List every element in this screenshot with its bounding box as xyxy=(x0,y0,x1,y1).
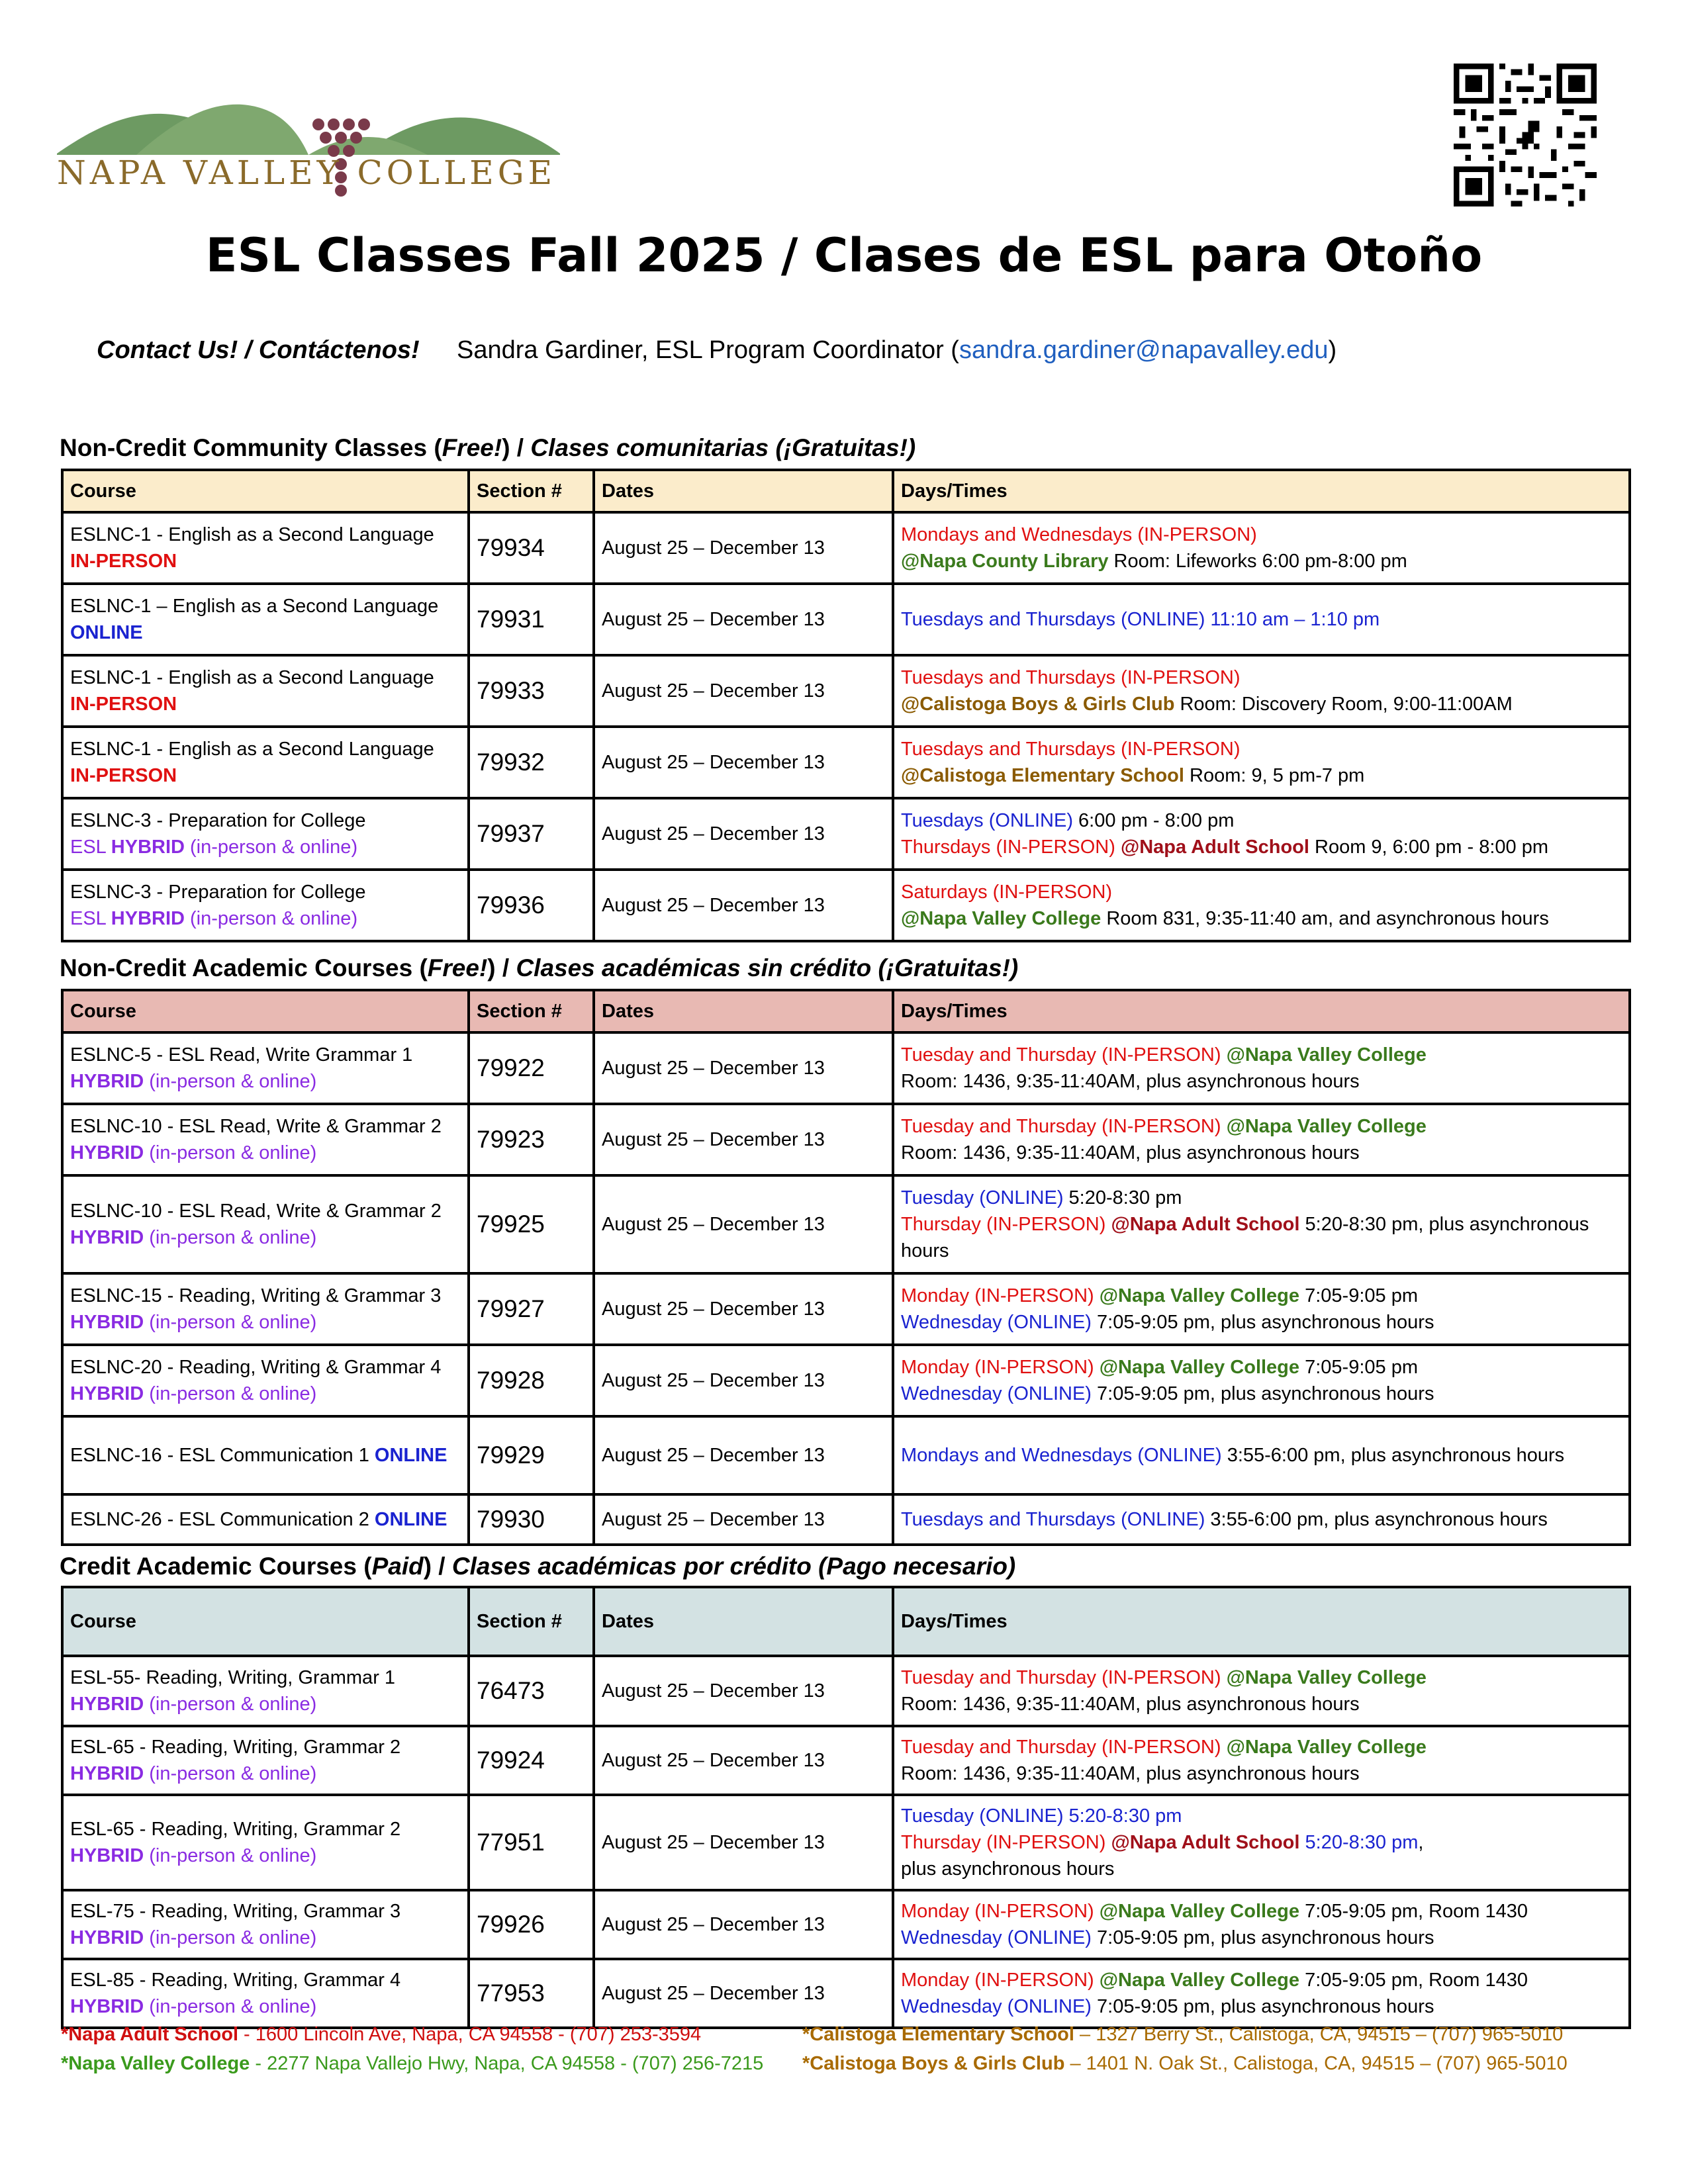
schedule-text: Room 831, 9:35-11:40 am, and asynchronous hours xyxy=(1101,908,1549,929)
page-title: ESL Classes Fall 2025 / Clases de ESL para Otoño xyxy=(205,228,1483,283)
course-mode-prefix: ESL xyxy=(70,908,111,929)
col-section: Section # xyxy=(469,1587,594,1656)
course-cell xyxy=(62,1104,469,1175)
course-name: ESLNC-1 – English as a Second Language xyxy=(70,596,439,617)
schedule-text: @Napa Valley College xyxy=(1099,1285,1300,1306)
course-cell xyxy=(62,1959,469,2028)
course-mode: HYBRID xyxy=(70,1383,144,1404)
schedule-text: Thursday (IN-PERSON) xyxy=(901,1832,1111,1853)
schedule-text: Room: Discovery Room, 9:00-11:00AM xyxy=(1174,694,1513,715)
schedule-text: 5:20-8:30 pm xyxy=(1063,1187,1182,1208)
dates-cell: August 25 – December 13 xyxy=(594,1273,893,1345)
table-row xyxy=(62,1726,1630,1795)
schedule-text: Tuesday (ONLINE) 5:20-8:30 pm xyxy=(901,1805,1182,1827)
days-times-cell xyxy=(893,512,1630,584)
dates-cell: August 25 – December 13 xyxy=(594,512,893,584)
course-cell xyxy=(62,1273,469,1345)
table-header-row xyxy=(62,990,1630,1032)
schedule-text: Tuesdays and Thursdays (ONLINE) xyxy=(901,1509,1205,1530)
col-days-times: Days/Times xyxy=(893,990,1630,1032)
course-mode: HYBRID xyxy=(70,1071,144,1092)
schedule-text: Monday (IN-PERSON) xyxy=(901,1970,1100,1991)
course-cell xyxy=(62,1175,469,1273)
days-times-cell xyxy=(893,1795,1630,1890)
course-mode-detail: (in-person & online) xyxy=(144,1312,317,1333)
course-cell xyxy=(62,1656,469,1726)
course-name: ESLNC-10 - ESL Read, Write & Grammar 2 xyxy=(70,1201,442,1222)
schedule-text: @Napa Valley College xyxy=(1226,1116,1427,1137)
section-number: 79924 xyxy=(469,1726,594,1795)
schedule-text: @Napa Adult School xyxy=(1111,1214,1300,1235)
section-number: 79936 xyxy=(469,870,594,941)
section-heading-community xyxy=(60,434,915,462)
schedule-text: 5:20-8:30 pm xyxy=(1299,1832,1419,1853)
course-cell xyxy=(62,1890,469,1959)
schedule-text: Tuesday and Thursday (IN-PERSON) xyxy=(901,1044,1227,1066)
course-name: ESLNC-1 - English as a Second Language xyxy=(70,667,434,688)
days-times-cell xyxy=(893,655,1630,727)
heading-en: Non-Credit Community Classes ( xyxy=(60,434,442,461)
heading-en: Credit Academic Courses ( xyxy=(60,1553,372,1580)
course-cell xyxy=(62,1032,469,1104)
dates-cell: August 25 – December 13 xyxy=(594,1416,893,1494)
table-row xyxy=(62,1175,1630,1273)
col-days-times: Days/Times xyxy=(893,470,1630,512)
footer-address: - 2277 Napa Vallejo Hwy, Napa, CA 94558 - (707) 256-7215 xyxy=(250,2053,764,2074)
schedule-text: Tuesdays and Thursdays (ONLINE) 11:10 am – 1:10 pm xyxy=(901,609,1380,630)
qr-code-icon[interactable] xyxy=(1442,64,1609,206)
section-number: 79933 xyxy=(469,655,594,727)
contact-info xyxy=(457,336,1336,365)
schedule-text: @Napa Valley College xyxy=(1099,1357,1300,1378)
course-name: ESLNC-5 - ESL Read, Write Grammar 1 xyxy=(70,1044,413,1066)
college-logo-text: NAPA VALLEY COLLEGE xyxy=(57,154,557,192)
course-mode: HYBRID xyxy=(70,1312,144,1333)
course-mode: IN-PERSON xyxy=(70,694,177,715)
course-name: ESL-65 - Reading, Writing, Grammar 2 xyxy=(70,1737,401,1758)
dates-cell: August 25 – December 13 xyxy=(594,1104,893,1175)
schedule-text: 7:05-9:05 pm, Room 1430 xyxy=(1299,1901,1528,1922)
schedule-text: 7:05-9:05 pm, plus asynchronous hours xyxy=(1091,1312,1434,1333)
section-number: 79937 xyxy=(469,798,594,870)
course-mode: HYBRID xyxy=(70,1927,144,1948)
schedule-text: , xyxy=(1418,1832,1424,1853)
schedule-text: @Napa Valley College xyxy=(1099,1901,1300,1922)
days-times-cell xyxy=(893,584,1630,655)
course-mode-detail: (in-person & online) xyxy=(184,837,358,858)
course-cell xyxy=(62,1726,469,1795)
course-cell xyxy=(62,1345,469,1416)
schedule-text: Thursday (IN-PERSON) xyxy=(901,1214,1111,1235)
course-name: ESLNC-1 - English as a Second Language xyxy=(70,524,434,545)
schedule-text: Wednesday (ONLINE) xyxy=(901,1996,1092,2017)
schedule-text: 5:20-8:30 pm, plus asynchronous xyxy=(1299,1214,1589,1235)
course-name: ESLNC-3 - Preparation for College xyxy=(70,882,366,903)
table-row xyxy=(62,798,1630,870)
section-number: 79929 xyxy=(469,1416,594,1494)
col-course: Course xyxy=(62,470,469,512)
schedule-text: @Napa Valley College xyxy=(1099,1970,1300,1991)
schedule-text: 7:05-9:05 pm, plus asynchronous hours xyxy=(1091,1996,1434,2017)
table-row xyxy=(62,870,1630,941)
days-times-cell xyxy=(893,727,1630,798)
section-number: 76473 xyxy=(469,1656,594,1726)
dates-cell: August 25 – December 13 xyxy=(594,655,893,727)
schedule-text: Saturdays (IN-PERSON) xyxy=(901,882,1113,903)
days-times-cell xyxy=(893,798,1630,870)
schedule-text: Monday (IN-PERSON) xyxy=(901,1901,1100,1922)
course-name: ESL-65 - Reading, Writing, Grammar 2 xyxy=(70,1819,401,1840)
section-heading-academic-noncredit xyxy=(60,954,1018,982)
table-row xyxy=(62,1795,1630,1890)
col-section: Section # xyxy=(469,990,594,1032)
table-row xyxy=(62,1656,1630,1726)
course-mode: IN-PERSON xyxy=(70,765,177,786)
schedule-text: Mondays and Wednesdays (ONLINE) xyxy=(901,1445,1222,1466)
footer-name: *Napa Adult School xyxy=(61,2024,238,2045)
section-number: 77951 xyxy=(469,1795,594,1890)
schedule-text: hours xyxy=(901,1240,949,1261)
contact-email-link[interactable]: sandra.gardiner@napavalley.edu xyxy=(959,336,1329,364)
course-mode-detail: (in-person & online) xyxy=(144,1927,317,1948)
table-row xyxy=(62,1345,1630,1416)
table-row xyxy=(62,727,1630,798)
section-number: 79930 xyxy=(469,1494,594,1545)
course-mode: HYBRID xyxy=(111,908,185,929)
days-times-cell xyxy=(893,1032,1630,1104)
course-name: ESLNC-1 - English as a Second Language xyxy=(70,739,434,760)
course-cell xyxy=(62,727,469,798)
noncredit-academic-table xyxy=(61,989,1631,1546)
schedule-text: Room: 1436, 9:35-11:40AM, plus asynchronous hours xyxy=(901,1763,1360,1784)
heading-en-em: Free! xyxy=(427,954,488,981)
footer-napa-valley-college xyxy=(61,2053,763,2075)
section-number: 79926 xyxy=(469,1890,594,1959)
course-mode: ONLINE xyxy=(374,1509,447,1530)
course-name: ESLNC-16 - ESL Communication 1 xyxy=(70,1445,375,1466)
course-cell xyxy=(62,655,469,727)
section-number: 79931 xyxy=(469,584,594,655)
table-row xyxy=(62,512,1630,584)
schedule-text: @Napa Valley College xyxy=(901,908,1102,929)
dates-cell: August 25 – December 13 xyxy=(594,1726,893,1795)
course-mode: HYBRID xyxy=(70,1227,144,1248)
course-mode: IN-PERSON xyxy=(70,551,177,572)
heading-en-em: Paid xyxy=(371,1553,424,1580)
course-mode-detail: (in-person & online) xyxy=(184,908,358,929)
course-cell xyxy=(62,870,469,941)
dates-cell: August 25 – December 13 xyxy=(594,727,893,798)
schedule-text: 6:00 pm - 8:00 pm xyxy=(1073,810,1235,831)
schedule-text: Room 9, 6:00 pm - 8:00 pm xyxy=(1309,837,1549,858)
schedule-text: @Calistoga Boys & Girls Club xyxy=(901,694,1175,715)
schedule-text: Thursdays (IN-PERSON) xyxy=(901,837,1121,858)
credit-academic-table xyxy=(61,1586,1631,2029)
schedule-text: plus asynchronous hours xyxy=(901,1858,1115,1880)
table-row xyxy=(62,655,1630,727)
schedule-text: Tuesday (ONLINE) xyxy=(901,1187,1064,1208)
days-times-cell xyxy=(893,870,1630,941)
schedule-text: Tuesday and Thursday (IN-PERSON) xyxy=(901,1667,1227,1688)
schedule-text: 7:05-9:05 pm, plus asynchronous hours xyxy=(1091,1383,1434,1404)
section-number: 79925 xyxy=(469,1175,594,1273)
col-course: Course xyxy=(62,990,469,1032)
col-section: Section # xyxy=(469,470,594,512)
course-cell xyxy=(62,1494,469,1545)
col-dates: Dates xyxy=(594,1587,893,1656)
schedule-text: @Napa Adult School xyxy=(1120,837,1309,858)
schedule-text: @Napa Valley College xyxy=(1226,1737,1427,1758)
dates-cell: August 25 – December 13 xyxy=(594,1959,893,2028)
schedule-text: 7:05-9:05 pm xyxy=(1299,1285,1418,1306)
days-times-cell xyxy=(893,1104,1630,1175)
section-number: 79927 xyxy=(469,1273,594,1345)
contact-label: Contact Us! / Contáctenos! xyxy=(97,336,420,364)
course-name: ESLNC-15 - Reading, Writing & Grammar 3 xyxy=(70,1285,442,1306)
schedule-text: Wednesday (ONLINE) xyxy=(901,1383,1092,1404)
heading-en-close: ) / xyxy=(502,434,531,461)
days-times-cell xyxy=(893,1959,1630,2028)
section-number: 79934 xyxy=(469,512,594,584)
course-mode: HYBRID xyxy=(70,1845,144,1866)
table-row xyxy=(62,1273,1630,1345)
dates-cell: August 25 – December 13 xyxy=(594,870,893,941)
schedule-text: Tuesdays and Thursdays (IN-PERSON) xyxy=(901,667,1241,688)
heading-es: Clases comunitarias (¡Gratuitas!) xyxy=(530,434,916,461)
course-mode-detail: (in-person & online) xyxy=(144,1227,317,1248)
footer-address: – 1401 N. Oak St., Calistoga, CA, 94515 – (707) 965-5010 xyxy=(1064,2053,1568,2074)
course-cell xyxy=(62,1416,469,1494)
col-dates: Dates xyxy=(594,990,893,1032)
schedule-text: @Napa Valley College xyxy=(1226,1044,1427,1066)
schedule-text: Wednesday (ONLINE) xyxy=(901,1927,1092,1948)
section-number: 79923 xyxy=(469,1104,594,1175)
course-name: ESL-75 - Reading, Writing, Grammar 3 xyxy=(70,1901,401,1922)
col-dates: Dates xyxy=(594,470,893,512)
course-name: ESLNC-3 - Preparation for College xyxy=(70,810,366,831)
course-cell xyxy=(62,1795,469,1890)
table-row xyxy=(62,1032,1630,1104)
schedule-text: Room: 9, 5 pm-7 pm xyxy=(1184,765,1365,786)
course-mode: HYBRID xyxy=(70,1142,144,1163)
days-times-cell xyxy=(893,1656,1630,1726)
schedule-text: Tuesday and Thursday (IN-PERSON) xyxy=(901,1737,1227,1758)
schedule-text: Tuesdays (ONLINE) xyxy=(901,810,1073,831)
dates-cell: August 25 – December 13 xyxy=(594,1345,893,1416)
course-mode-detail: (in-person & online) xyxy=(144,1383,317,1404)
table-header-row xyxy=(62,1587,1630,1656)
days-times-cell xyxy=(893,1273,1630,1345)
course-mode: HYBRID xyxy=(70,1763,144,1784)
schedule-text: Tuesday and Thursday (IN-PERSON) xyxy=(901,1116,1227,1137)
table-row xyxy=(62,584,1630,655)
section-number: 77953 xyxy=(469,1959,594,2028)
course-mode: ONLINE xyxy=(70,622,143,643)
col-days-times: Days/Times xyxy=(893,1587,1630,1656)
footer-napa-adult-school xyxy=(61,2024,701,2046)
schedule-text: Monday (IN-PERSON) xyxy=(901,1285,1100,1306)
course-name: ESLNC-20 - Reading, Writing & Grammar 4 xyxy=(70,1357,442,1378)
course-name: ESLNC-26 - ESL Communication 2 xyxy=(70,1509,375,1530)
table-row xyxy=(62,1890,1630,1959)
section-number: 79922 xyxy=(469,1032,594,1104)
heading-en-close: ) / xyxy=(487,954,516,981)
dates-cell: August 25 – December 13 xyxy=(594,1656,893,1726)
course-cell xyxy=(62,584,469,655)
days-times-cell xyxy=(893,1494,1630,1545)
section-number: 79932 xyxy=(469,727,594,798)
course-mode-detail: (in-person & online) xyxy=(144,1694,317,1715)
course-name: ESL-85 - Reading, Writing, Grammar 4 xyxy=(70,1970,401,1991)
footer-address: – 1327 Berry St., Calistoga, CA, 94515 – (707) 965-5010 xyxy=(1074,2024,1564,2045)
dates-cell: August 25 – December 13 xyxy=(594,1175,893,1273)
schedule-text: Room: Lifeworks 6:00 pm-8:00 pm xyxy=(1108,551,1407,572)
schedule-text: @Napa Valley College xyxy=(1226,1667,1427,1688)
schedule-text: 7:05-9:05 pm xyxy=(1299,1357,1418,1378)
schedule-text: Wednesday (ONLINE) xyxy=(901,1312,1092,1333)
heading-es: Clases académicas sin crédito (¡Gratuitas!) xyxy=(516,954,1019,981)
footer-name: *Napa Valley College xyxy=(61,2053,250,2074)
contact-person: Sandra Gardiner, ESL Program Coordinator ( xyxy=(457,336,959,364)
heading-es: Clases académicas por crédito (Pago necesario) xyxy=(451,1553,1016,1580)
schedule-text: 3:55-6:00 pm, plus asynchronous hours xyxy=(1221,1445,1565,1466)
footer-calistoga-club xyxy=(802,2053,1568,2075)
table-row xyxy=(62,1416,1630,1494)
footer-name: *Calistoga Elementary School xyxy=(802,2024,1074,2045)
schedule-text: Room: 1436, 9:35-11:40AM, plus asynchronous hours xyxy=(901,1142,1360,1163)
course-mode: HYBRID xyxy=(111,837,185,858)
schedule-text: 3:55-6:00 pm, plus asynchronous hours xyxy=(1205,1509,1548,1530)
schedule-text: Room: 1436, 9:35-11:40AM, plus asynchronous hours xyxy=(901,1694,1360,1715)
course-mode-detail: (in-person & online) xyxy=(144,1845,317,1866)
table-row xyxy=(62,1104,1630,1175)
course-mode-detail: (in-person & online) xyxy=(144,1071,317,1092)
days-times-cell xyxy=(893,1416,1630,1494)
footer-calistoga-elementary xyxy=(802,2024,1563,2046)
course-mode: HYBRID xyxy=(70,1694,144,1715)
days-times-cell xyxy=(893,1726,1630,1795)
course-mode: HYBRID xyxy=(70,1996,144,2017)
schedule-text: @Napa Adult School xyxy=(1111,1832,1300,1853)
course-mode-detail: (in-person & online) xyxy=(144,1763,317,1784)
course-name: ESL-55- Reading, Writing, Grammar 1 xyxy=(70,1667,396,1688)
dates-cell: August 25 – December 13 xyxy=(594,798,893,870)
schedule-text: @Calistoga Elementary School xyxy=(901,765,1184,786)
schedule-text: 7:05-9:05 pm, plus asynchronous hours xyxy=(1091,1927,1434,1948)
community-classes-table xyxy=(61,469,1631,942)
schedule-text: Monday (IN-PERSON) xyxy=(901,1357,1100,1378)
dates-cell: August 25 – December 13 xyxy=(594,1795,893,1890)
footer-address: - 1600 Lincoln Ave, Napa, CA 94558 - (707) 253-3594 xyxy=(238,2024,702,2045)
course-mode-detail: (in-person & online) xyxy=(144,1142,317,1163)
section-number: 79928 xyxy=(469,1345,594,1416)
dates-cell: August 25 – December 13 xyxy=(594,584,893,655)
heading-en: Non-Credit Academic Courses ( xyxy=(60,954,428,981)
dates-cell: August 25 – December 13 xyxy=(594,1890,893,1959)
course-mode-detail: (in-person & online) xyxy=(144,1996,317,2017)
footer-name: *Calistoga Boys & Girls Club xyxy=(802,2053,1065,2074)
course-mode: ONLINE xyxy=(374,1445,447,1466)
section-heading-credit xyxy=(60,1553,1015,1580)
schedule-text: Mondays and Wednesdays (IN-PERSON) xyxy=(901,524,1257,545)
course-mode-prefix: ESL xyxy=(70,837,111,858)
schedule-text: 7:05-9:05 pm, Room 1430 xyxy=(1299,1970,1528,1991)
col-course: Course xyxy=(62,1587,469,1656)
days-times-cell xyxy=(893,1175,1630,1273)
schedule-text: Room: 1436, 9:35-11:40AM, plus asynchronous hours xyxy=(901,1071,1360,1092)
dates-cell: August 25 – December 13 xyxy=(594,1494,893,1545)
schedule-text: @Napa County Library xyxy=(901,551,1109,572)
table-header-row xyxy=(62,470,1630,512)
course-name: ESLNC-10 - ESL Read, Write & Grammar 2 xyxy=(70,1116,442,1137)
table-row xyxy=(62,1494,1630,1545)
course-cell xyxy=(62,512,469,584)
heading-en-em: Free! xyxy=(442,434,502,461)
days-times-cell xyxy=(893,1890,1630,1959)
table-row xyxy=(62,1959,1630,2028)
contact-close-paren: ) xyxy=(1328,336,1337,364)
days-times-cell xyxy=(893,1345,1630,1416)
heading-en-close: ) / xyxy=(423,1553,452,1580)
schedule-text: Tuesdays and Thursdays (IN-PERSON) xyxy=(901,739,1241,760)
course-cell xyxy=(62,798,469,870)
dates-cell: August 25 – December 13 xyxy=(594,1032,893,1104)
